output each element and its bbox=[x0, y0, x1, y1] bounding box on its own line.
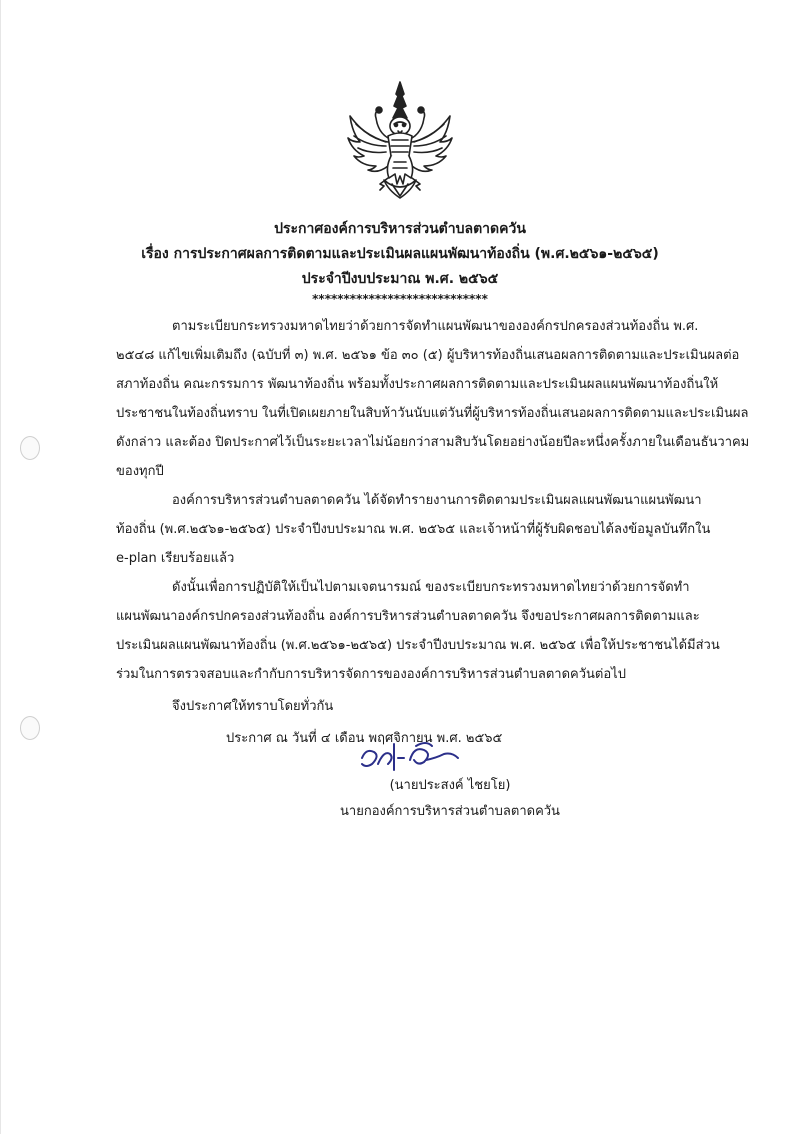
paragraph-2-line-2: ท้องถิ่น (พ.ศ.๒๕๖๑-๒๕๖๕) ประจำปีงบประมาณ พ.ศ. ๒๕๖๕ และเจ้าหน้าที่ผู้รับผิดชอบได้ลงข้อมูลบันทึกใน bbox=[116, 522, 711, 537]
paragraph-3-line-4: ร่วมในการตรวจสอบและกำกับการบริหารจัดการขององค์การบริหารส่วนตำบลตาดควันต่อไป bbox=[116, 667, 626, 682]
signer-name: (นายประสงค์ ไชยโย) bbox=[389, 778, 511, 793]
paragraph-1-line-3: สภาท้องถิ่น คณะกรรมการ พัฒนาท้องถิ่น พร้อมทั้งประกาศผลการติดตามและประเมินผลแผนพัฒนาท้องถิ่นให้ bbox=[116, 377, 719, 392]
paragraph-3-line-2: แผนพัฒนาองค์กรปกครองส่วนท้องถิ่น องค์การบริหารส่วนตำบลตาดควัน จึงขอประกาศผลการติดตามและ bbox=[116, 609, 700, 624]
subject-line: เรื่อง การประกาศผลการติดตามและประเมินผลแผนพัฒนาท้องถิ่น (พ.ศ.๒๕๖๑-๒๕๖๕) bbox=[141, 246, 659, 262]
punch-hole-top bbox=[20, 436, 40, 460]
paragraph-1-line-5: ดังกล่าว และต้อง ปิดประกาศไว้เป็นระยะเวลาไม่น้อยกว่าสามสิบวันโดยอย่างน้อยปีละหนึ่งครั้งภายในเดือนธันวาคม bbox=[116, 435, 750, 450]
punch-hole-bottom bbox=[20, 716, 40, 740]
title-separator: **************************** bbox=[312, 292, 488, 306]
paragraph-1-line-2: ๒๕๔๘ แก้ไขเพิ่มเติมถึง (ฉบับที่ ๓) พ.ศ. ๒๕๖๑ ข้อ ๓๐ (๕) ผู้บริหารท้องถิ่นเสนอผลการติดตามและประเมินผลต่อ bbox=[116, 348, 740, 363]
paragraph-3-line-3: ประเมินผลแผนพัฒนาท้องถิ่น (พ.ศ.๒๕๖๑-๒๕๖๕) ประจำปีงบประมาณ พ.ศ. ๒๕๖๕ เพื่อให้ประชาชนได้มีส่วน bbox=[116, 638, 720, 653]
paragraph-2-line-1: องค์การบริหารส่วนตำบลตาดควัน ได้จัดทำรายงานการติดตามประเมินผลแผนพัฒนาแผนพัฒนา bbox=[172, 493, 702, 508]
signer-position: นายกองค์การบริหารส่วนตำบลตาดควัน bbox=[340, 804, 560, 819]
closing-statement: จึงประกาศให้ทราบโดยทั่วกัน bbox=[172, 699, 334, 714]
announcement-date: ประกาศ ณ วันที่ ๔ เดือน พฤศจิกายน พ.ศ. ๒๕๖๕ bbox=[226, 731, 503, 746]
paragraph-1-line-4: ประชาชนในท้องถิ่นทราบ ในที่เปิดเผยภายในสิบห้าวันนับแต่วันที่ผู้บริหารท้องถิ่นเสนอผลการติดตามและประเมินผล bbox=[116, 406, 749, 421]
paragraph-3-line-1: ดังนั้นเพื่อการปฏิบัติให้เป็นไปตามเจตนารมณ์ ของระเบียบกระทรวงมหาดไทยว่าด้วยการจัดทำ bbox=[172, 580, 690, 595]
garuda-emblem-icon bbox=[344, 80, 456, 202]
announcement-title: ประกาศองค์การบริหารส่วนตำบลตาดควัน bbox=[274, 221, 526, 237]
fiscal-year-line: ประจำปีงบประมาณ พ.ศ. ๒๕๖๕ bbox=[301, 271, 499, 287]
paragraph-1-line-1: ตามระเบียบกระทรวงมหาดไทยว่าด้วยการจัดทำแผนพัฒนาขององค์กรปกครองส่วนท้องถิ่น พ.ศ. bbox=[172, 319, 699, 334]
paragraph-1-line-6: ของทุกปี bbox=[116, 464, 164, 479]
paragraph-2-line-3: e-plan เรียบร้อยแล้ว bbox=[116, 551, 235, 566]
handwritten-signature bbox=[356, 738, 466, 772]
